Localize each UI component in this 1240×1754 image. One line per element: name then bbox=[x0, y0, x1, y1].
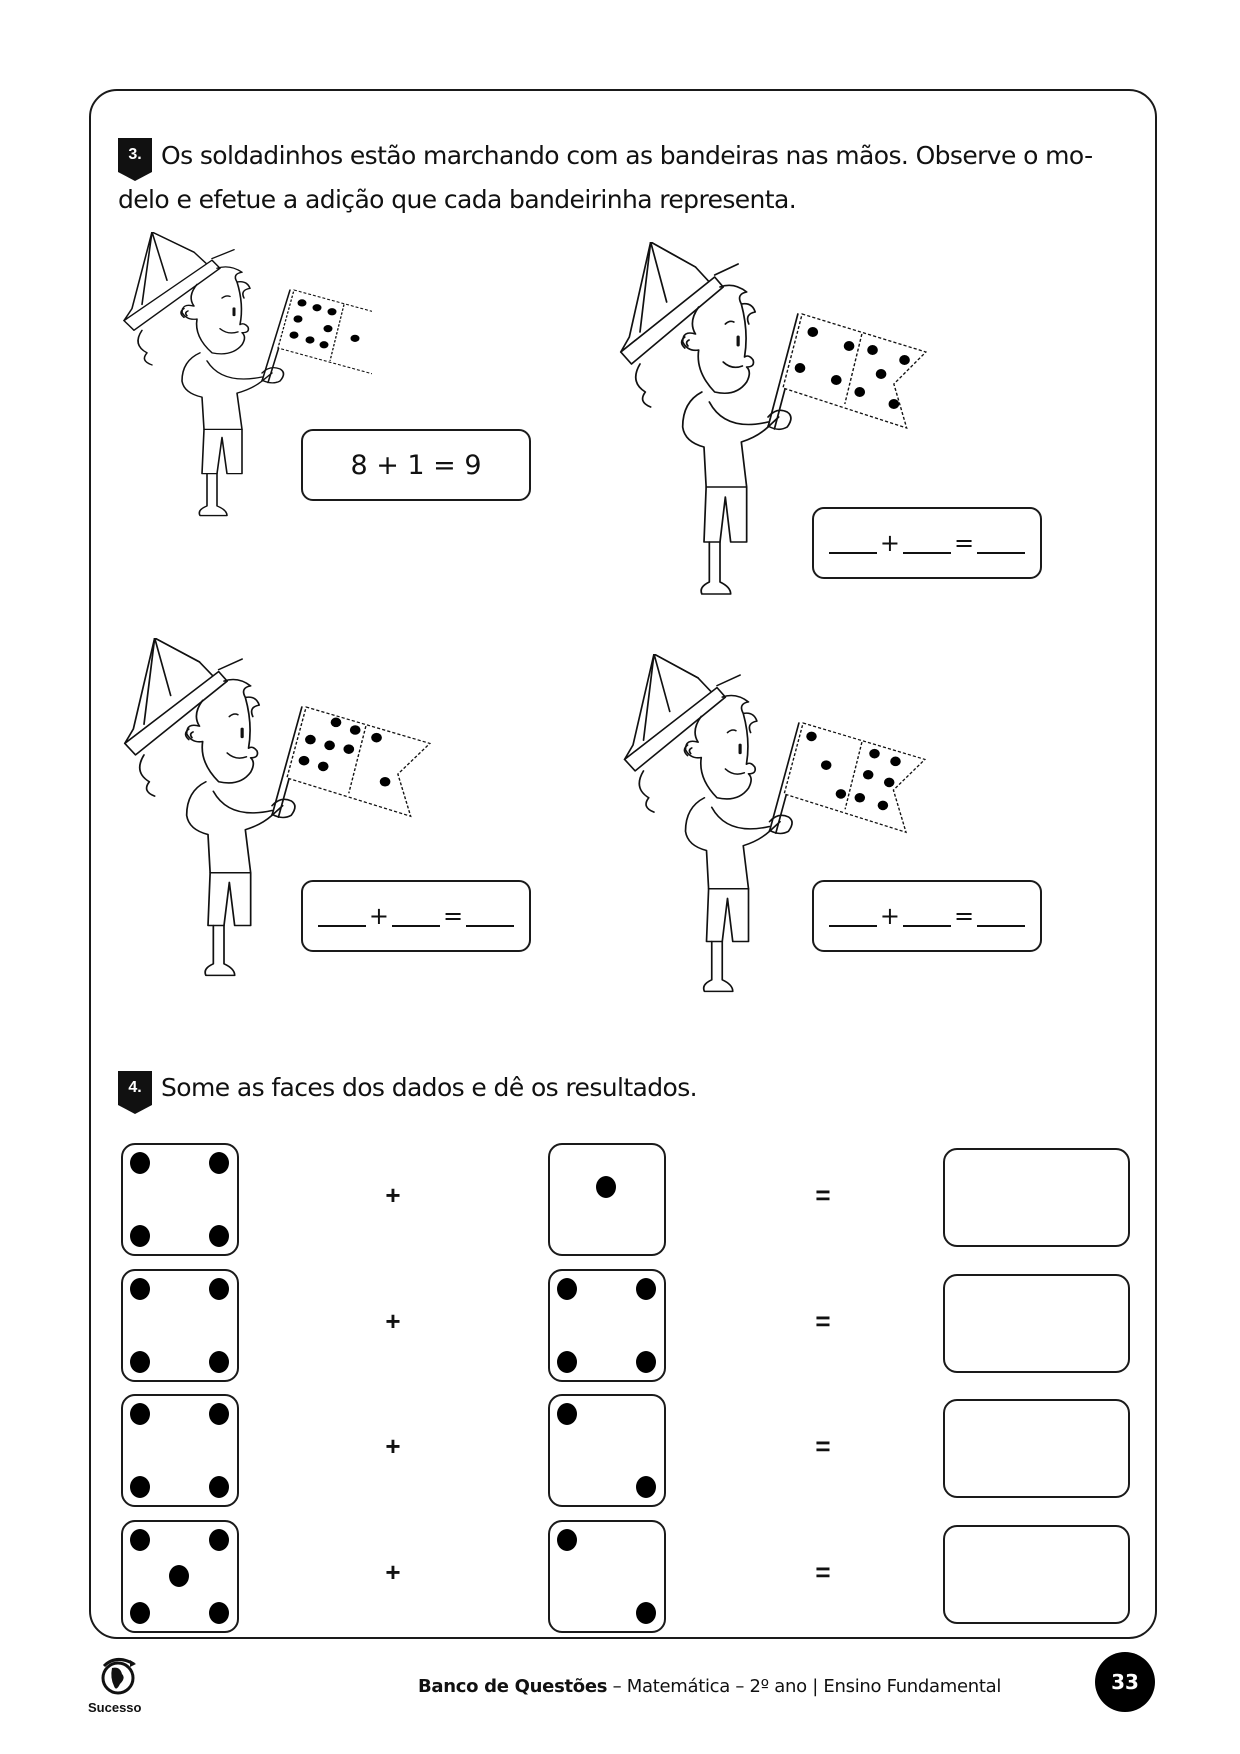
question-3-line-1: Os soldadinhos estão marchando com as bandeiras nas mãos. Observe o mo- bbox=[161, 141, 1093, 170]
footer-title-bold: Banco de Questões bbox=[418, 1676, 608, 1697]
plus-sign: + bbox=[879, 529, 900, 557]
plus-sign: + bbox=[385, 1431, 401, 1461]
equals-sign: = bbox=[815, 1306, 831, 1336]
flag-domino-icon bbox=[278, 290, 372, 377]
footer-title-rest: – Matemática – 2º ano | Ensino Fundamental bbox=[607, 1676, 1002, 1697]
die-face-four bbox=[548, 1269, 666, 1382]
equals-sign: = bbox=[954, 529, 975, 557]
equals-sign: = bbox=[815, 1557, 831, 1587]
flag-domino-icon bbox=[287, 707, 430, 816]
footer-title bbox=[418, 1676, 1001, 1697]
plus-sign: + bbox=[385, 1306, 401, 1336]
question-4-text: Some as faces dos dados e dê os resultados. bbox=[161, 1073, 697, 1102]
equals-sign: = bbox=[954, 902, 975, 930]
question-4-number: 4. bbox=[128, 1079, 142, 1096]
die-face-four bbox=[121, 1269, 239, 1382]
blank-addend-1[interactable] bbox=[318, 905, 366, 927]
question-3-number: 3. bbox=[128, 146, 142, 163]
flag-domino-icon bbox=[784, 723, 925, 832]
equals-sign: = bbox=[443, 902, 464, 930]
blank-addend-2[interactable] bbox=[903, 905, 951, 927]
answer-equation-box-2[interactable] bbox=[812, 507, 1042, 579]
plus-sign: + bbox=[879, 902, 900, 930]
die-face-four bbox=[121, 1394, 239, 1507]
blank-addend-1[interactable] bbox=[829, 905, 877, 927]
question-3-text-line2 bbox=[118, 178, 796, 222]
plus-sign: + bbox=[385, 1180, 401, 1210]
die-face-one bbox=[548, 1143, 666, 1256]
blank-sum[interactable] bbox=[466, 905, 514, 927]
question-3-badge bbox=[118, 138, 152, 172]
blank-addend-1[interactable] bbox=[829, 532, 877, 554]
model-equation: 8 + 1 = 9 bbox=[350, 449, 482, 481]
blank-addend-2[interactable] bbox=[903, 532, 951, 554]
question-4-badge bbox=[118, 1071, 152, 1105]
blank-sum[interactable] bbox=[977, 905, 1025, 927]
blank-sum[interactable] bbox=[977, 532, 1025, 554]
result-box-3[interactable] bbox=[943, 1399, 1130, 1498]
result-box-4[interactable] bbox=[943, 1525, 1130, 1624]
model-equation-box bbox=[301, 429, 531, 501]
result-box-2[interactable] bbox=[943, 1274, 1130, 1373]
answer-equation-box-4[interactable] bbox=[812, 880, 1042, 952]
question-3-line-2: delo e efetue a adição que cada bandeirinha representa. bbox=[118, 185, 797, 214]
die-face-five bbox=[121, 1520, 239, 1633]
page-number-badge bbox=[1095, 1652, 1155, 1712]
equals-sign: = bbox=[815, 1180, 831, 1210]
equals-sign: = bbox=[815, 1431, 831, 1461]
result-box-1[interactable] bbox=[943, 1148, 1130, 1247]
plus-sign: + bbox=[385, 1557, 401, 1587]
publisher-logo-text: Sucesso bbox=[88, 1700, 142, 1715]
die-face-two bbox=[548, 1520, 666, 1633]
blank-addend-2[interactable] bbox=[392, 905, 440, 927]
question-3-text bbox=[161, 134, 1093, 178]
die-face-four bbox=[121, 1143, 239, 1256]
plus-sign: + bbox=[368, 902, 389, 930]
die-face-two bbox=[548, 1394, 666, 1507]
page-number: 33 bbox=[1111, 1670, 1139, 1694]
answer-equation-box-3[interactable] bbox=[301, 880, 531, 952]
flag-domino-icon bbox=[783, 314, 926, 428]
